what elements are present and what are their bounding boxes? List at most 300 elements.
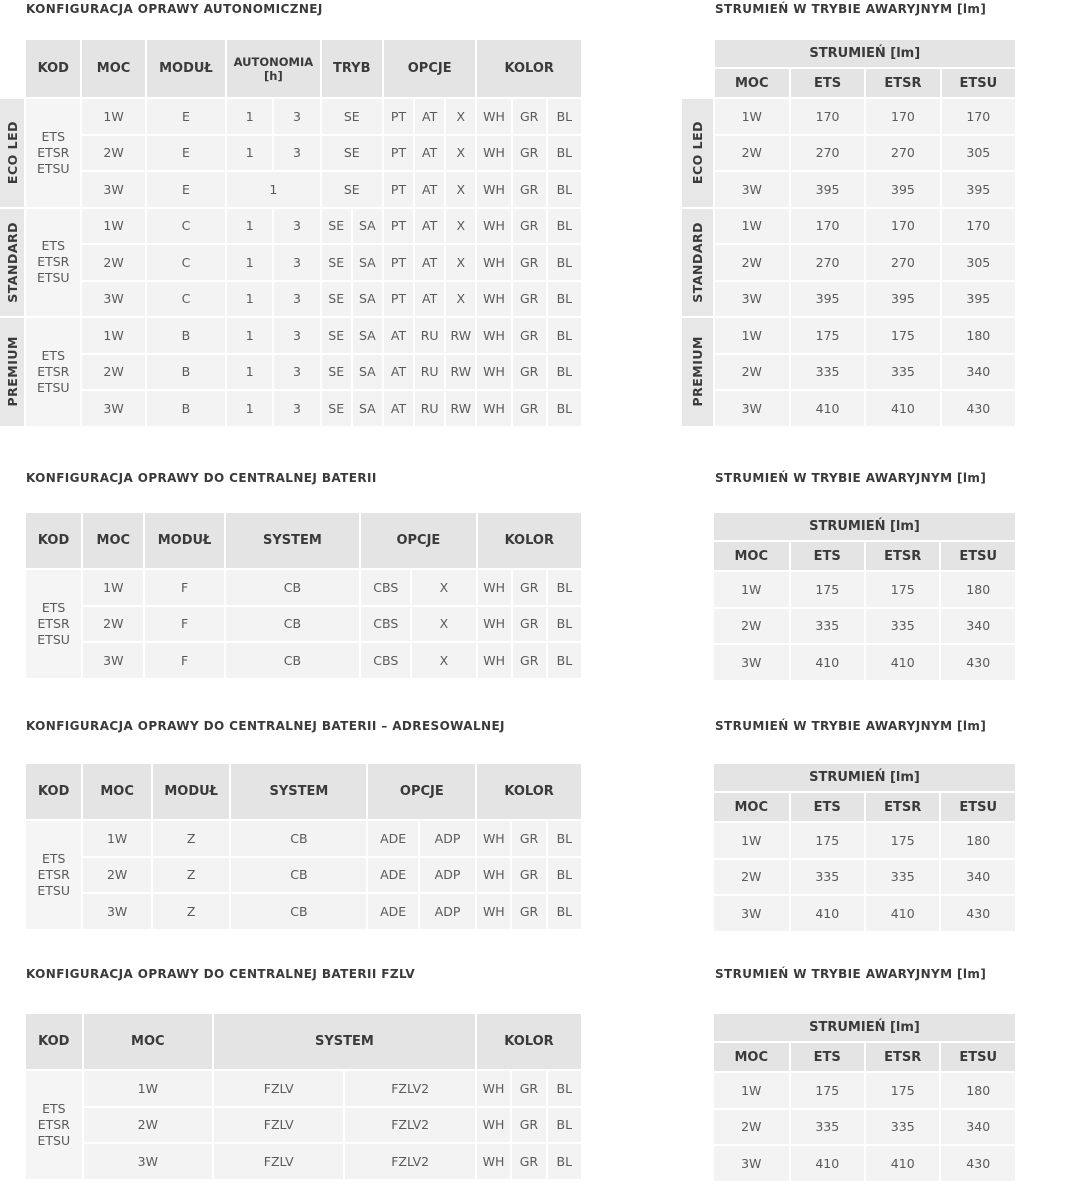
tryb-cell: SA <box>353 318 382 353</box>
moc-cell: 1W <box>82 99 144 134</box>
modul-cell: B <box>147 355 225 390</box>
code-cell: ETS ETSR ETSU <box>26 209 80 317</box>
table-row <box>714 1110 1015 1145</box>
autonomia-cell: 3 <box>274 99 319 134</box>
moc-cell: 3W <box>82 172 144 207</box>
group-label-standard: STANDARD <box>682 209 713 317</box>
flux-addressable-title: STRUMIEŃ W TRYBIE AWARYJNYM [lm] <box>715 719 987 733</box>
ets-cell: 335 <box>791 1110 864 1145</box>
opcje-cell: AT <box>415 136 444 171</box>
etsu-cell: 180 <box>942 318 1015 353</box>
tryb-cell: SE <box>322 282 351 317</box>
header-etsr: ETSR <box>866 542 939 570</box>
addressable-config-table <box>24 762 583 931</box>
opcje-cell: PT <box>384 245 413 280</box>
moc-cell: 1W <box>83 821 150 856</box>
table-row <box>682 172 1015 207</box>
system-cell: FZLV <box>214 1108 343 1143</box>
table-row <box>26 643 581 678</box>
header-kolor: KOLOR <box>478 513 581 568</box>
code-cell: ETS ETSR ETSU <box>26 821 81 929</box>
opcje-cell: RW <box>446 355 475 390</box>
etsu-cell: 340 <box>941 1110 1015 1145</box>
moc-cell: 2W <box>715 136 789 171</box>
table-row <box>714 645 1015 680</box>
kolor-cell: WH <box>477 821 510 856</box>
table-row <box>682 99 1015 134</box>
modul-cell: F <box>145 607 223 642</box>
tryb-cell: SA <box>353 391 382 426</box>
header-moc: MOC <box>83 513 143 568</box>
opcje-cell: AT <box>415 245 444 280</box>
tryb-cell: SE <box>322 136 382 171</box>
ets-cell: 395 <box>791 282 864 317</box>
ets-cell: 175 <box>791 1073 864 1108</box>
tryb-cell: SE <box>322 355 351 390</box>
autonomia-cell: 1 <box>227 209 272 244</box>
kolor-cell: GR <box>512 821 545 856</box>
etsr-cell: 170 <box>866 99 939 134</box>
moc-cell: 1W <box>82 318 144 353</box>
kolor-cell: WH <box>477 318 510 353</box>
autonomia-cell: 3 <box>274 355 319 390</box>
table-row <box>0 355 581 390</box>
autonomia-cell: 1 <box>227 99 272 134</box>
ets-cell: 410 <box>791 1146 864 1181</box>
group-label-eco-led: ECO LED <box>0 99 24 207</box>
moc-cell: 1W <box>82 209 144 244</box>
fzlv-config-table <box>24 1012 583 1181</box>
ets-cell: 410 <box>791 645 864 680</box>
opcje-cell: PT <box>384 282 413 317</box>
kolor-cell: GR <box>513 318 546 353</box>
opcje-cell: PT <box>384 99 413 134</box>
header-tryb: TRYB <box>322 40 382 97</box>
opcje-cell: X <box>446 136 475 171</box>
system-cell: CB <box>231 821 366 856</box>
opcje-cell: X <box>446 99 475 134</box>
header-spacer <box>0 40 24 97</box>
header-kolor: KOLOR <box>477 40 581 97</box>
kolor-cell: WH <box>478 570 511 605</box>
header-ets: ETS <box>791 69 864 97</box>
moc-cell: 3W <box>82 391 144 426</box>
flux-central-table <box>712 511 1017 682</box>
moc-cell: 2W <box>82 245 144 280</box>
header-system: SYSTEM <box>226 513 359 568</box>
etsr-cell: 335 <box>866 860 939 895</box>
modul-cell: F <box>145 643 223 678</box>
moc-cell: 2W <box>84 1108 212 1143</box>
kolor-cell: BL <box>548 172 581 207</box>
moc-cell: 3W <box>83 894 150 929</box>
kolor-cell: GR <box>513 643 546 678</box>
header-kolor: KOLOR <box>477 764 581 819</box>
moc-cell: 1W <box>715 99 789 134</box>
opcje-cell: X <box>446 282 475 317</box>
etsu-cell: 340 <box>942 355 1015 390</box>
system-cell: CB <box>226 607 359 642</box>
autonomia-cell: 3 <box>274 391 319 426</box>
etsr-cell: 175 <box>866 572 939 607</box>
system-cell: FZLV2 <box>345 1144 474 1179</box>
fzlv-config-title: KONFIGURACJA OPRAWY DO CENTRALNEJ BATERII FZLV <box>26 967 416 981</box>
etsr-cell: 170 <box>866 209 939 244</box>
header-moc: MOC <box>715 69 789 97</box>
autonomous-config-title: KONFIGURACJA OPRAWY AUTONOMICZNEJ <box>26 2 323 16</box>
autonomia-cell: 1 <box>227 282 272 317</box>
header-moc: MOC <box>714 793 789 821</box>
opcje-cell: ADP <box>420 894 475 929</box>
table-row <box>26 607 581 642</box>
opcje-cell: RU <box>415 318 444 353</box>
opcje-cell: X <box>446 172 475 207</box>
kolor-cell: GR <box>512 858 545 893</box>
header-opcje: OPCJE <box>368 764 475 819</box>
flux-autonomous-table <box>680 38 1017 428</box>
tryb-cell: SE <box>322 172 382 207</box>
etsu-cell: 395 <box>942 282 1015 317</box>
kolor-cell: GR <box>513 570 546 605</box>
header-kod: KOD <box>26 764 81 819</box>
modul-cell: F <box>145 570 223 605</box>
moc-cell: 3W <box>714 1146 789 1181</box>
table-row <box>682 209 1015 244</box>
opcje-cell: X <box>446 209 475 244</box>
autonomia-cell: 1 <box>227 318 272 353</box>
moc-cell: 3W <box>82 282 144 317</box>
opcje-cell: X <box>412 607 475 642</box>
central-config-title: KONFIGURACJA OPRAWY DO CENTRALNEJ BATERII <box>26 471 377 485</box>
tryb-cell: SA <box>353 355 382 390</box>
opcje-cell: RU <box>415 391 444 426</box>
ets-cell: 270 <box>791 245 864 280</box>
kolor-cell: BL <box>548 1144 581 1179</box>
opcje-cell: ADP <box>420 821 475 856</box>
moc-cell: 3W <box>715 282 789 317</box>
kolor-cell: BL <box>548 570 581 605</box>
moc-cell: 2W <box>714 860 789 895</box>
etsu-cell: 170 <box>942 209 1015 244</box>
header-moc: MOC <box>714 1043 789 1071</box>
kolor-cell: GR <box>512 894 545 929</box>
system-cell: FZLV <box>214 1071 343 1106</box>
etsu-cell: 430 <box>941 1146 1015 1181</box>
kolor-cell: WH <box>477 1071 510 1106</box>
etsr-cell: 175 <box>866 318 939 353</box>
kolor-cell: BL <box>548 99 581 134</box>
kolor-cell: WH <box>478 607 511 642</box>
header-strumien: STRUMIEŃ [lm] <box>715 40 1015 67</box>
opcje-cell: AT <box>384 391 413 426</box>
opcje-cell: AT <box>415 172 444 207</box>
kolor-cell: BL <box>548 821 581 856</box>
moc-cell: 3W <box>715 172 789 207</box>
kolor-cell: BL <box>548 209 581 244</box>
moc-cell: 1W <box>714 1073 789 1108</box>
etsu-cell: 430 <box>942 391 1015 426</box>
kolor-cell: WH <box>477 894 510 929</box>
table-row <box>682 282 1015 317</box>
header-strumien: STRUMIEŃ [lm] <box>714 513 1015 540</box>
ets-cell: 270 <box>791 136 864 171</box>
opcje-cell: ADP <box>420 858 475 893</box>
opcje-cell: PT <box>384 136 413 171</box>
moc-cell: 3W <box>715 391 789 426</box>
kolor-cell: WH <box>477 99 510 134</box>
flux-addressable-table <box>712 762 1017 933</box>
header-modul: MODUŁ <box>153 764 230 819</box>
group-label-premium: PREMIUM <box>0 318 24 426</box>
table-row <box>26 1108 581 1143</box>
etsu-cell: 395 <box>942 172 1015 207</box>
moc-cell: 1W <box>83 570 143 605</box>
header-strumien: STRUMIEŃ [lm] <box>714 764 1015 791</box>
header-etsr: ETSR <box>866 1043 939 1071</box>
table-row <box>0 172 581 207</box>
opcje-cell: PT <box>384 209 413 244</box>
kolor-cell: GR <box>513 355 546 390</box>
flux-central-title: STRUMIEŃ W TRYBIE AWARYJNYM [lm] <box>715 471 987 485</box>
moc-cell: 2W <box>715 245 789 280</box>
system-cell: CB <box>231 894 366 929</box>
ets-cell: 410 <box>791 896 864 931</box>
header-modul: MODUŁ <box>145 513 223 568</box>
kolor-cell: GR <box>513 245 546 280</box>
tryb-cell: SA <box>353 245 382 280</box>
table-row <box>714 1073 1015 1108</box>
header-kod: KOD <box>26 40 80 97</box>
autonomia-cell: 1 <box>227 136 272 171</box>
kolor-cell: GR <box>513 209 546 244</box>
etsr-cell: 335 <box>866 1110 939 1145</box>
table-row <box>0 318 581 353</box>
kolor-cell: GR <box>512 1108 545 1143</box>
header-moc: MOC <box>82 40 144 97</box>
moc-cell: 3W <box>714 645 789 680</box>
kolor-cell: BL <box>548 643 581 678</box>
code-cell: ETS ETSR ETSU <box>26 570 81 678</box>
table-row <box>714 609 1015 644</box>
header-autonomia: AUTONOMIA [h] <box>227 40 319 97</box>
etsu-cell: 430 <box>941 645 1015 680</box>
kolor-cell: BL <box>548 894 581 929</box>
header-opcje: OPCJE <box>361 513 475 568</box>
kolor-cell: WH <box>477 1108 510 1143</box>
modul-cell: B <box>147 391 225 426</box>
opcje-cell: ADE <box>368 858 417 893</box>
moc-cell: 1W <box>84 1071 212 1106</box>
kolor-cell: WH <box>477 172 510 207</box>
autonomia-cell: 1 <box>227 355 272 390</box>
moc-cell: 1W <box>715 209 789 244</box>
kolor-cell: WH <box>477 282 510 317</box>
etsu-cell: 180 <box>941 1073 1015 1108</box>
moc-cell: 2W <box>82 355 144 390</box>
kolor-cell: WH <box>477 245 510 280</box>
kolor-cell: GR <box>513 607 546 642</box>
opcje-cell: AT <box>415 282 444 317</box>
system-cell: FZLV2 <box>345 1071 474 1106</box>
tryb-cell: SE <box>322 245 351 280</box>
flux-fzlv-table <box>712 1012 1017 1183</box>
table-row <box>714 860 1015 895</box>
header-etsr: ETSR <box>866 793 939 821</box>
moc-cell: 2W <box>82 136 144 171</box>
ets-cell: 395 <box>791 172 864 207</box>
kolor-cell: GR <box>513 172 546 207</box>
header-etsu: ETSU <box>941 1043 1015 1071</box>
moc-cell: 1W <box>715 318 789 353</box>
modul-cell: C <box>147 245 225 280</box>
system-cell: FZLV <box>214 1144 343 1179</box>
autonomia-cell: 3 <box>274 136 319 171</box>
moc-cell: 1W <box>714 572 789 607</box>
opcje-cell: ADE <box>368 894 417 929</box>
opcje-cell: AT <box>384 318 413 353</box>
modul-cell: Z <box>153 858 230 893</box>
system-cell: CB <box>231 858 366 893</box>
table-row <box>0 209 581 244</box>
moc-cell: 2W <box>715 355 789 390</box>
ets-cell: 170 <box>791 99 864 134</box>
kolor-cell: GR <box>513 391 546 426</box>
kolor-cell: BL <box>548 136 581 171</box>
etsr-cell: 175 <box>866 823 939 858</box>
table-row <box>682 391 1015 426</box>
system-cell: CB <box>226 643 359 678</box>
table-row <box>26 858 581 893</box>
opcje-cell: X <box>412 643 475 678</box>
header-etsu: ETSU <box>941 793 1015 821</box>
etsr-cell: 335 <box>866 355 939 390</box>
modul-cell: Z <box>153 821 230 856</box>
kolor-cell: BL <box>548 391 581 426</box>
kolor-cell: BL <box>548 245 581 280</box>
moc-cell: 3W <box>83 643 143 678</box>
kolor-cell: BL <box>548 318 581 353</box>
modul-cell: E <box>147 136 225 171</box>
ets-cell: 170 <box>791 209 864 244</box>
opcje-cell: X <box>412 570 475 605</box>
etsu-cell: 430 <box>941 896 1015 931</box>
opcje-cell: CBS <box>361 570 410 605</box>
group-label-standard: STANDARD <box>0 209 24 317</box>
tryb-cell: SE <box>322 99 382 134</box>
etsr-cell: 395 <box>866 282 939 317</box>
tryb-cell: SA <box>353 282 382 317</box>
modul-cell: C <box>147 209 225 244</box>
modul-cell: C <box>147 282 225 317</box>
table-row <box>714 572 1015 607</box>
kolor-cell: WH <box>477 136 510 171</box>
etsu-cell: 180 <box>941 823 1015 858</box>
kolor-cell: GR <box>512 1144 545 1179</box>
header-kod: KOD <box>26 1014 82 1069</box>
moc-cell: 2W <box>83 607 143 642</box>
opcje-cell: CBS <box>361 607 410 642</box>
group-label-eco-led: ECO LED <box>682 99 713 207</box>
opcje-cell: RW <box>446 391 475 426</box>
moc-cell: 1W <box>714 823 789 858</box>
kolor-cell: GR <box>513 99 546 134</box>
header-ets: ETS <box>791 1043 864 1071</box>
autonomia-cell: 1 <box>227 391 272 426</box>
ets-cell: 410 <box>791 391 864 426</box>
kolor-cell: WH <box>477 355 510 390</box>
opcje-cell: AT <box>384 355 413 390</box>
modul-cell: B <box>147 318 225 353</box>
flux-fzlv-title: STRUMIEŃ W TRYBIE AWARYJNYM [lm] <box>715 967 987 981</box>
header-moc: MOC <box>83 764 150 819</box>
opcje-cell: CBS <box>361 643 410 678</box>
etsr-cell: 410 <box>866 391 939 426</box>
kolor-cell: GR <box>513 136 546 171</box>
kolor-cell: BL <box>548 355 581 390</box>
autonomia-cell: 3 <box>274 209 319 244</box>
autonomous-config-table <box>0 38 583 428</box>
addressable-config-title: KONFIGURACJA OPRAWY DO CENTRALNEJ BATERII – ADRESOWALNEJ <box>26 719 505 733</box>
tryb-cell: SE <box>322 209 351 244</box>
code-cell: ETS ETSR ETSU <box>26 1071 82 1179</box>
opcje-cell: X <box>446 245 475 280</box>
kolor-cell: BL <box>548 607 581 642</box>
group-label-premium: PREMIUM <box>682 318 713 426</box>
table-row <box>26 821 581 856</box>
moc-cell: 2W <box>714 609 789 644</box>
header-etsu: ETSU <box>941 542 1015 570</box>
central-config-table <box>24 511 583 680</box>
table-row <box>682 318 1015 353</box>
opcje-cell: AT <box>415 99 444 134</box>
tryb-cell: SA <box>353 209 382 244</box>
table-row <box>682 245 1015 280</box>
table-row <box>682 136 1015 171</box>
kolor-cell: WH <box>478 643 511 678</box>
table-row <box>682 355 1015 390</box>
modul-cell: Z <box>153 894 230 929</box>
table-row <box>714 823 1015 858</box>
ets-cell: 175 <box>791 318 864 353</box>
kolor-cell: GR <box>513 282 546 317</box>
ets-cell: 335 <box>791 355 864 390</box>
table-row <box>26 1071 581 1106</box>
moc-cell: 2W <box>83 858 150 893</box>
modul-cell: E <box>147 99 225 134</box>
etsu-cell: 340 <box>941 860 1015 895</box>
header-etsu: ETSU <box>942 69 1015 97</box>
table-row <box>0 136 581 171</box>
opcje-cell: ADE <box>368 821 417 856</box>
code-cell: ETS ETSR ETSU <box>26 318 80 426</box>
table-row <box>0 391 581 426</box>
etsr-cell: 410 <box>866 1146 939 1181</box>
system-cell: CB <box>226 570 359 605</box>
tryb-cell: SE <box>322 318 351 353</box>
etsu-cell: 305 <box>942 136 1015 171</box>
moc-cell: 2W <box>714 1110 789 1145</box>
opcje-cell: PT <box>384 172 413 207</box>
system-cell: FZLV2 <box>345 1108 474 1143</box>
kolor-cell: WH <box>477 391 510 426</box>
etsr-cell: 175 <box>866 1073 939 1108</box>
etsr-cell: 395 <box>866 172 939 207</box>
autonomia-cell: 1 <box>227 172 319 207</box>
etsr-cell: 270 <box>866 245 939 280</box>
header-moc: MOC <box>84 1014 212 1069</box>
header-etsr: ETSR <box>866 69 939 97</box>
kolor-cell: WH <box>477 1144 510 1179</box>
